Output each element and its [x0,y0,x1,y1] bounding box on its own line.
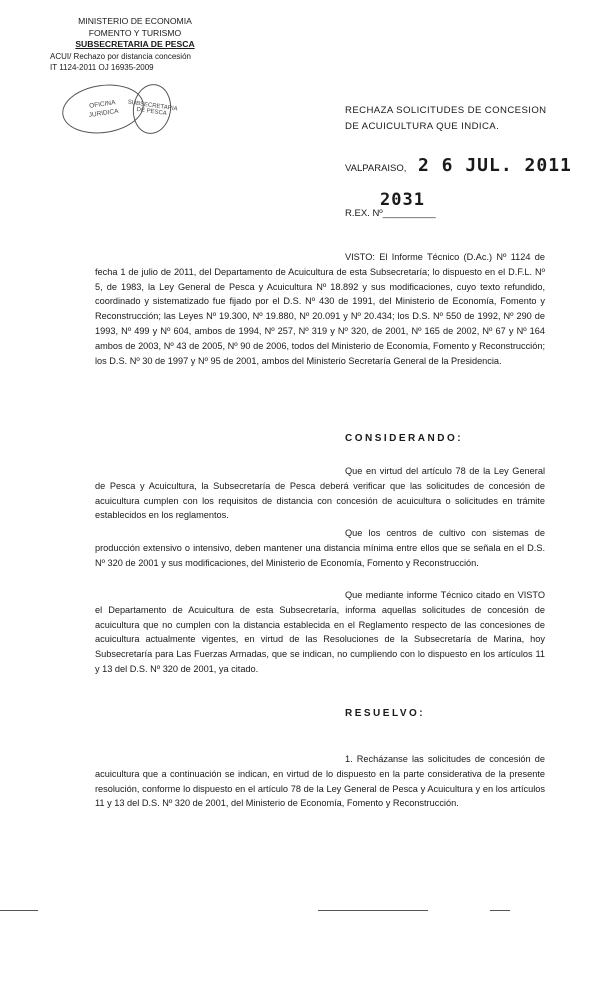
considerando-paragraph-2: Que los centros de cultivo con sistemas de producción extensivo o intensivo, deben mantener una distancia mínima entre ellos que se señala en el D.S. Nº 320 de 2001 y sus modificaciones, del Ministerio de Economía, Fomento y Reconstrucción. [95,528,545,568]
subsecretaria-seal [127,82,178,137]
visto-paragraph: VISTO: El Informe Técnico (D.Ac.) Nº 1124 de fecha 1 de julio de 2011, del Departamento de Acuicultura de esta Subsecretaría; lo dispuesto en el D.F.L. Nº 5, de 1983, la Ley General de Pesca y Acuicultura Nº 18.892 y sus modificaciones, cuyo texto refundido, coordinado y sistematizado fue fijado por el D.S. Nº 430 de 1991, del Ministerio de Economía, Fomento y Reconstrucción; las Leyes Nº 19.300, Nº 19.880, Nº 20.091 y Nº 20.434; los D.S. Nº 550 de 1992, Nº 290 de 1993, Nº 499 y Nº 604, ambos de 1994, Nº 257, Nº 319 y Nº 320, de 2001, Nº 165 de 2002, Nº 67 y Nº 164 ambos de 2003, Nº 43 de 2005, Nº 90 de 2006, todos del Ministerio de Economía, Fomento y Reconstrucción; los D.S. Nº 30 de 1997 y Nº 95 de 2001, ambos del Ministerio Secretaría General de la Presidencia. [95,252,545,366]
footer-rule-center [318,910,428,911]
stamp-line-2: JURIDICA [88,107,119,120]
ministry-name-2: FOMENTO Y TURISMO [88,27,182,38]
resuelvo-heading: RESUELVO: [345,708,426,719]
footer-rule-left [0,910,38,911]
resolution-date: 2 6 JUL. 2011 [418,155,572,176]
subsecretaria-name: SUBSECRETARIA DE PESCA [75,39,195,49]
resolution-subject: RECHAZA SOLICITUDES DE CONCESION DE ACUICULTURA QUE INDICA. [345,105,547,132]
considerando-heading: CONSIDERANDO: [345,433,464,444]
rex-label: R.EX. Nº__________ [345,208,436,219]
seal-text: SUBSECRETARIA DE PESCA [127,99,178,118]
letterhead [50,16,220,74]
reference-line-2: IT 1124-2011 OJ 16935-2009 [50,63,154,72]
resolution-number: 2031 [380,190,425,210]
reference-line-1: ACUI/ Rechazo por distancia concesión [50,51,191,61]
place-label: VALPARAISO, [345,163,407,174]
stamp-line-1: OFICINA [88,99,116,110]
ministry-name: MINISTERIO DE ECONOMIA [78,16,192,26]
footer-rule-right [490,910,510,911]
considerando-paragraph-3: Que mediante informe Técnico citado en VISTO el Departamento de Acuicultura de esta Subsecretaría, informa aquellas solicitudes de concesión de acuicultura que no cumplen con la distancia establecida en el Reglamento respecto de las concesiones de acuicultura actualmente vigentes, en virtud de las Resoluciones de la Subsecretaría de Marina, hoy Subsecretaría para Las Fuerzas Armadas, que se indican, no cumpliendo con lo dispuesto en los artículos 11 y 13 del D.S. Nº 320 de 2001, ya citado. [95,590,545,674]
resuelvo-item-1: 1. Recházanse las solicitudes de concesión de acuicultura que a continuación se indican, en virtud de lo dispuesto en la parte considerativa de la presente resolución, conforme lo dispuesto en el artículo 78 de la Ley General de Pesca y Acuicultura y en los artículos 11 y 13 del D.S. Nº 320 de 2001, del Ministerio de Economía, Fomento y Reconstrucción. [95,754,545,809]
considerando-paragraph-1: Que en virtud del artículo 78 de la Ley General de Pesca y Acuicultura, la Subsecretaría de Pesca deberá verificar que las solicitudes de concesión de acuicultura cumplen con los requisitos de distancia con concesión de acuicultura o solicitudes en trámite establecidos en los reglamentos. [95,466,545,521]
